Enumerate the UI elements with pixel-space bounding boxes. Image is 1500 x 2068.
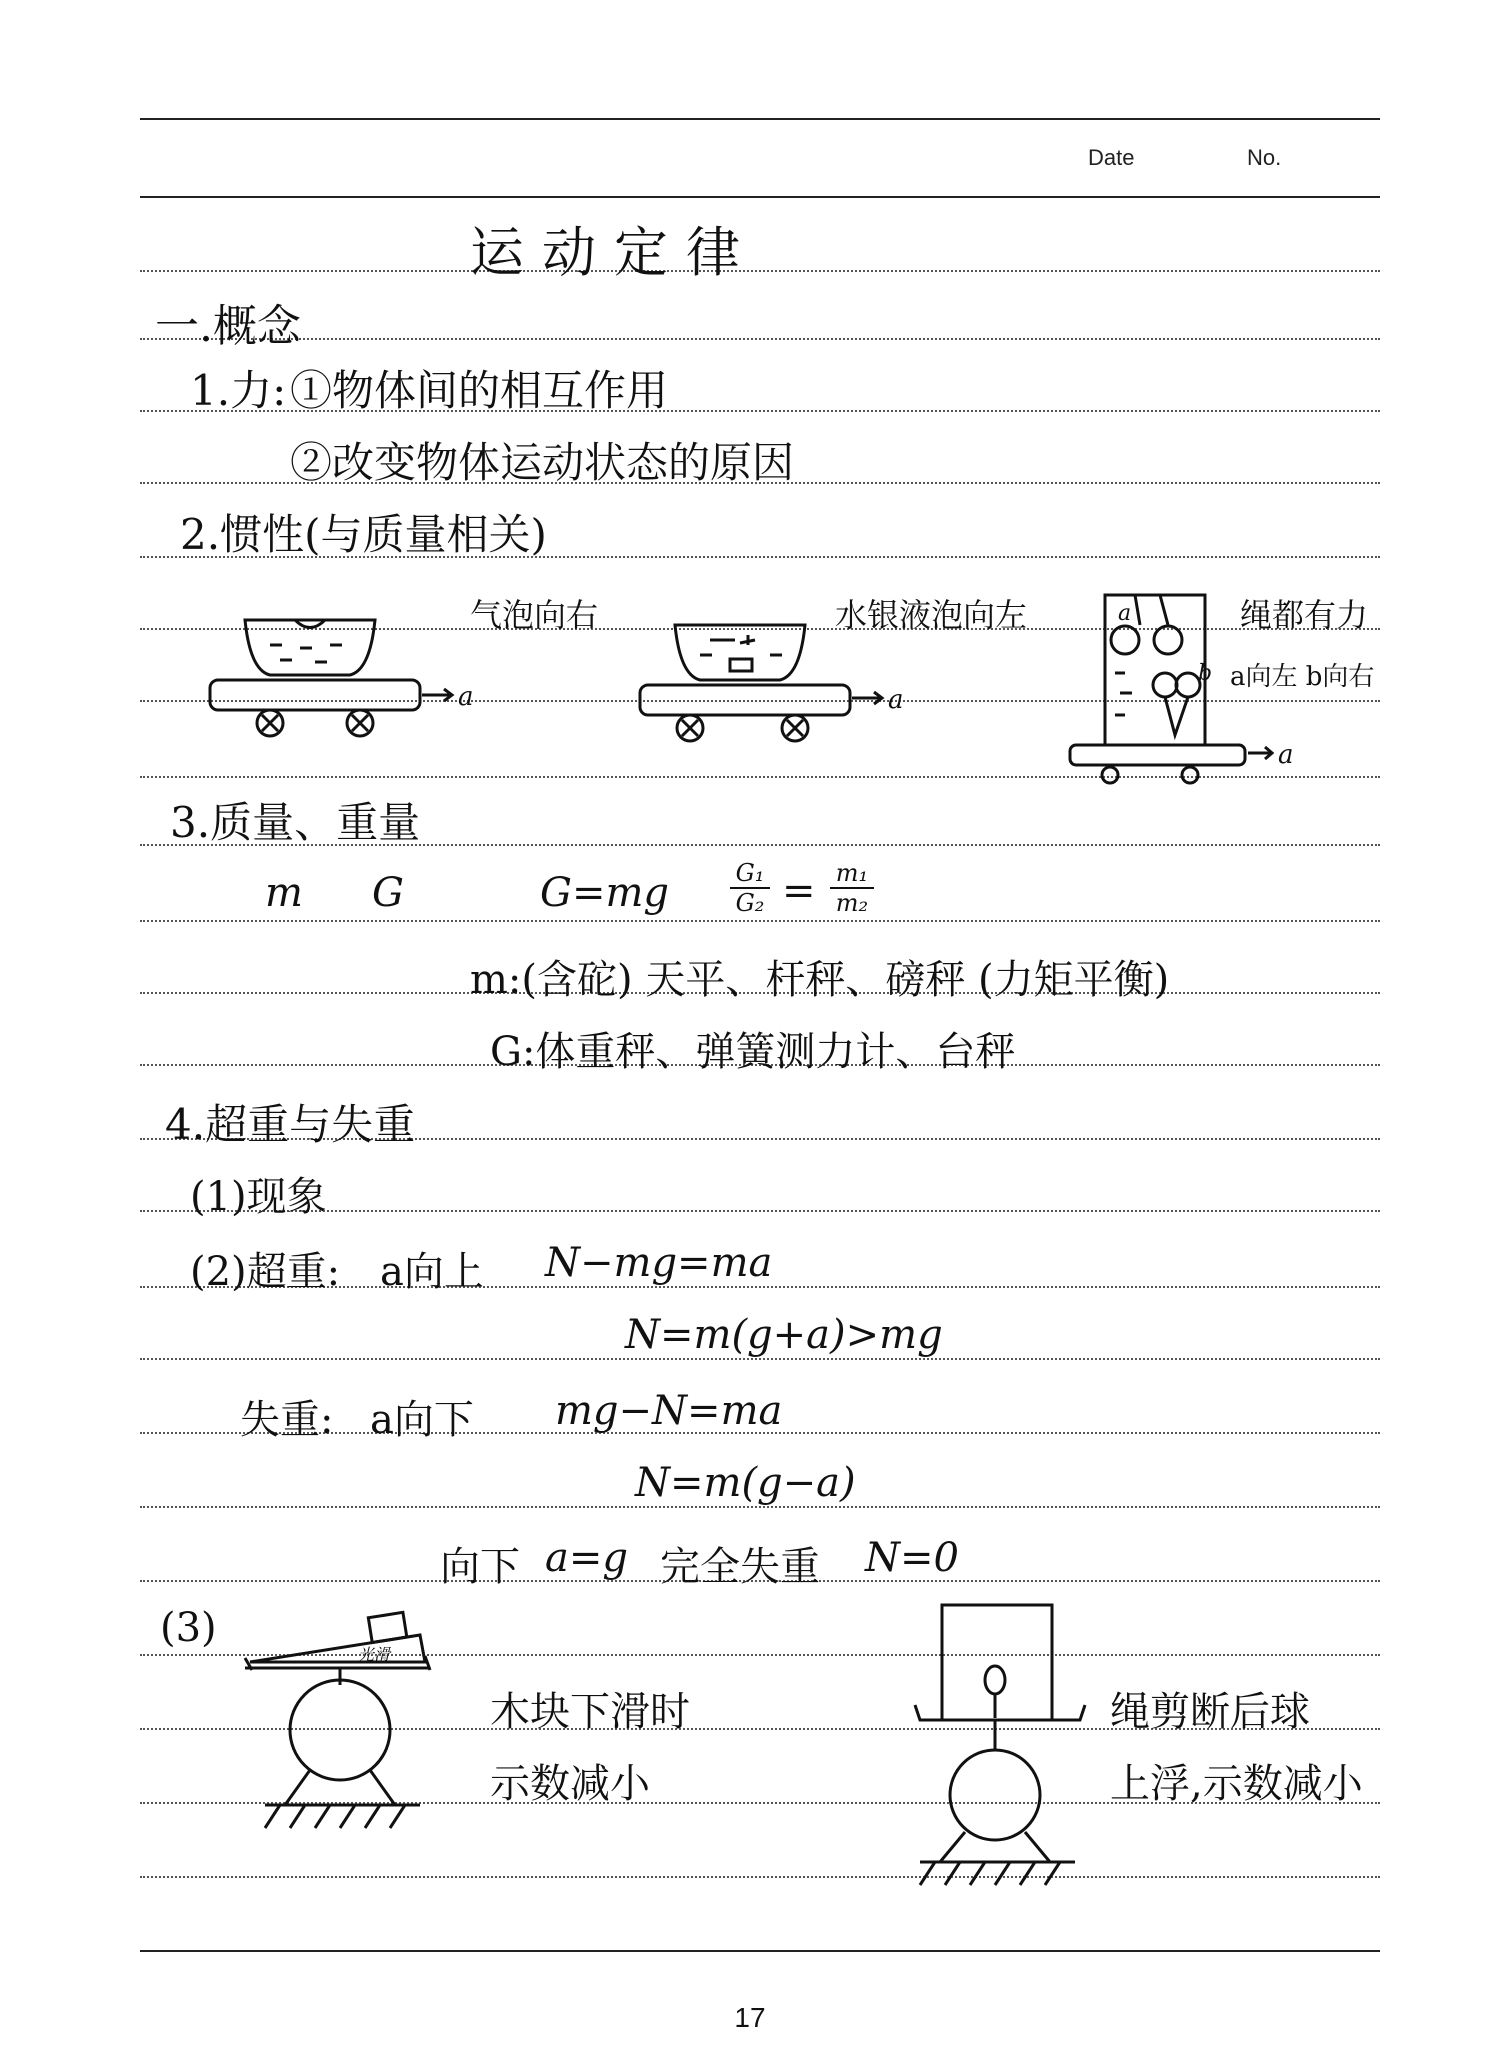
ball-a-label: a <box>1118 601 1132 626</box>
hanging-ball-icon <box>1111 626 1139 654</box>
weightlessness-direction: a向下 <box>370 1397 474 1443</box>
floating-ball-rope <box>1165 697 1188 735</box>
mercury-cart-diagram <box>630 615 930 755</box>
mercury-cart-body <box>640 685 850 715</box>
scale-dial-icon <box>290 1680 390 1780</box>
mass-instruments: m:(含砣) 天平、杆秤、磅秤 (力矩平衡) <box>470 957 1170 1003</box>
force-definition-2: ②改变物体运动状态的原因 <box>290 438 795 487</box>
overweight-equation-2: N=m(g+a)>mg <box>625 1312 943 1358</box>
ratio-numerator-right: m₁ <box>835 859 869 887</box>
rope-note-2: a向左 b向右 <box>1230 662 1375 692</box>
block-note-1: 木块下滑时 <box>490 1689 690 1735</box>
bubble-cart-body <box>210 680 420 710</box>
date-label: Date <box>1088 145 1135 170</box>
complete-weightlessness-condition: a=g <box>545 1535 628 1581</box>
mass-weight-heading: 3.质量、重量 <box>170 798 421 847</box>
section-heading-concepts: 一.概念 <box>155 301 301 352</box>
force-label: 1.力: <box>190 366 287 415</box>
example-label: (3) <box>160 1605 217 1651</box>
ball-b-label: b <box>1198 661 1213 686</box>
weight-ratio-fraction <box>730 860 770 916</box>
ratio-equals: = <box>782 868 816 914</box>
weight-formula: G=mg <box>540 870 670 916</box>
rope-tank-diagram <box>1060 585 1320 785</box>
mercury-drop-icon <box>740 635 755 645</box>
weight-instruments: G:体重秤、弹簧测力计、台秤 <box>490 1029 1016 1075</box>
cart-wheel-icon <box>1182 767 1198 783</box>
water-tank <box>942 1605 1052 1720</box>
weightlessness-equation-2: N=m(g−a) <box>635 1460 856 1506</box>
rope-note-line-1: 绳剪断后球 <box>1110 1689 1310 1735</box>
acceleration-symbol: a <box>888 685 904 715</box>
overweight-direction: a向上 <box>380 1249 484 1295</box>
rope-tank-cart-body <box>1070 745 1245 765</box>
number-label: No. <box>1247 145 1282 170</box>
floating-ball-icon <box>1176 673 1200 697</box>
page-number: 17 <box>734 2002 766 2033</box>
rope-note-1: 绳都有力 <box>1240 596 1369 634</box>
sliding-block-icon <box>368 1612 406 1642</box>
hanging-ball-icon <box>1154 626 1182 654</box>
complete-weightlessness-label: 完全失重 <box>660 1544 820 1590</box>
weightlessness-equation-1: mg−N=ma <box>555 1388 783 1434</box>
phenomenon-label: (1)现象 <box>190 1174 327 1220</box>
inertia-heading: 2.惯性(与质量相关) <box>180 510 547 559</box>
complete-weightlessness-result: N=0 <box>865 1535 959 1581</box>
mercury-note: 水银液泡向左 <box>835 596 1028 634</box>
block-note-2: 示数减小 <box>490 1761 650 1807</box>
overweight-label: (2)超重: <box>190 1249 341 1295</box>
overweight-equation-1: N−mg=ma <box>545 1240 773 1286</box>
cart-wheel-icon <box>1102 767 1118 783</box>
tank-scale-diagram <box>900 1600 1100 1900</box>
ratio-denominator-right: m₂ <box>835 889 869 917</box>
ratio-denominator-left: G₂ <box>735 889 765 917</box>
ratio-numerator-left: G₁ <box>735 859 765 887</box>
weightlessness-label: 失重: <box>240 1397 334 1443</box>
floating-ball-icon <box>1153 673 1177 697</box>
bubble-cart-diagram <box>200 610 500 750</box>
complete-weightlessness-direction: 向下 <box>440 1544 520 1590</box>
rope-note-line-2: 上浮,示数减小 <box>1110 1761 1363 1807</box>
incline-scale-diagram <box>240 1600 460 1840</box>
overweight-heading: 4.超重与失重 <box>165 1100 416 1149</box>
acceleration-symbol: a <box>458 682 474 712</box>
scale-dial-icon <box>950 1750 1040 1840</box>
bubble-note: 气泡向右 <box>470 596 599 634</box>
acceleration-symbol: a <box>1278 740 1294 770</box>
floating-ball-icon <box>985 1666 1005 1694</box>
force-definition-1: ①物体间的相互作用 <box>290 366 669 415</box>
page-title: 运动定律 <box>470 221 758 284</box>
weight-symbol: G <box>372 870 404 916</box>
mass-symbol: m <box>265 870 303 916</box>
smooth-label: 光滑 <box>358 1645 391 1664</box>
mass-ratio-fraction <box>830 860 874 916</box>
hanging-ball-rope <box>1135 595 1168 625</box>
